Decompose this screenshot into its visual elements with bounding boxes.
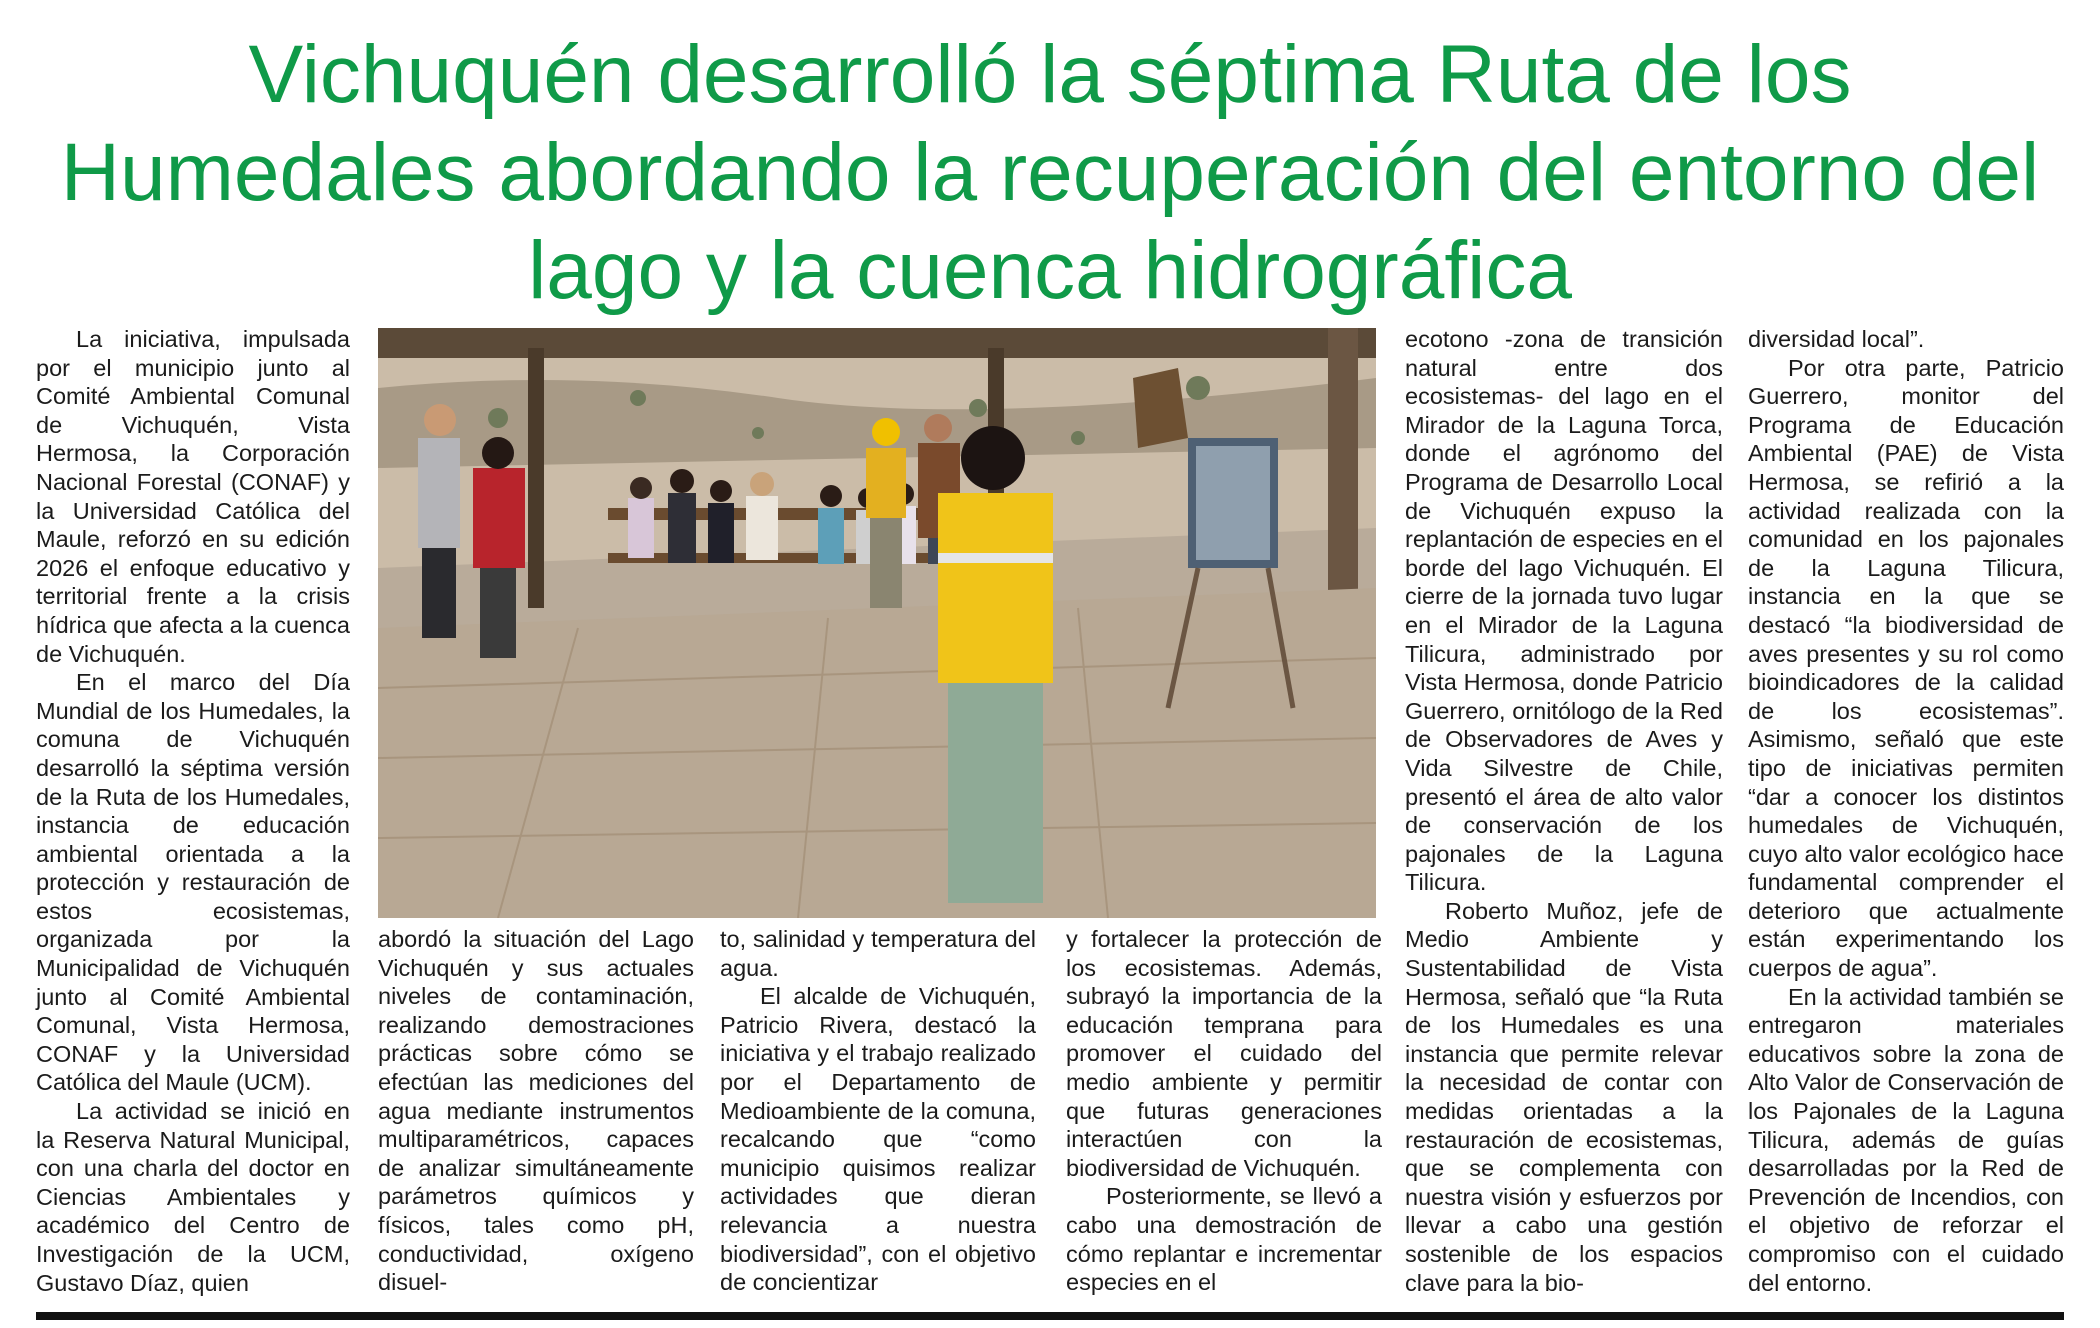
- paragraph: Roberto Muñoz, jefe de Medio Ambiente y Sustentabilidad de Vista Hermosa, señaló que “la Ruta de los Humedales es una instancia que permite relevar la necesidad de contar con medidas orientadas a la restauración de ecosistemas, que se complementa con nuestra visión y esfuerzos por llevar a cabo una gestión sostenible de los espacios clave para la bio-: [1405, 897, 1723, 1296]
- paragraph: En el marco del Día Mundial de los Humedales, la comuna de Vichuquén desarrolló la séptima versión de la Ruta de los Humedales, instancia de educación ambiental orientada a la protección y restauración de estos ecosistemas, organizada por la Municipalidad de Vichuquén junto al Comité Ambiental Comunal, Vista Hermosa, CONAF y la Universidad Católica del Maule (UCM).: [36, 669, 350, 1096]
- article-column-1: [36, 325, 350, 1297]
- paragraph: La actividad se inició en la Reserva Natural Municipal, con una charla del doctor en Ciencias Ambientales y académico del Centro de Investigación de la UCM, Gustavo Díaz, quien: [36, 1098, 350, 1296]
- headline: Vichuquén desarrolló la séptima Ruta de los Humedales abordando la recuperación del entorno del lago y la cuenca hidrográfica: [60, 29, 2040, 316]
- paragraph: Por otra parte, Patricio Guerrero, monitor del Programa de Educación Ambiental (PAE) de Vista Hermosa, se refirió a la actividad realizada con la comunidad en los pajonales de la Laguna Tilicura, instancia en la que se destacó “la biodiversidad de aves presentes y su rol como bioindicadores de la calidad de los ecosistemas”. Asimismo, señaló que este tipo de iniciativas permiten “dar a conocer los distintos humedales de Vichuquén, cuyo alto valor ecológico hace fundamental comprender el deterioro que actualmente están experimentando los cuerpos de agua”.: [1748, 354, 2064, 982]
- paragraph: abordó la situación del Lago Vichuquén y sus actuales niveles de contaminación, realizando demostraciones prácticas sobre cómo se efectúan las mediciones del agua mediante instrumentos multiparamétricos, capaces de analizar simultáneamente parámetros químicos y físicos, tales como pH, conductividad, oxígeno disuel-: [378, 926, 694, 1296]
- paragraph: to, salinidad y temperatura del agua.: [720, 926, 1036, 981]
- paragraph: El alcalde de Vichuquén, Patricio Rivera, destacó la iniciativa y el trabajo realizado por el Departamento de Medioambiente de la comuna, recalcando que “como municipio quisimos realizar actividades que dieran relevancia a nuestra biodiversidad”, con el objetivo de concientizar: [720, 983, 1036, 1296]
- paragraph: Posteriormente, se llevó a cabo una demostración de cómo replantar e incrementar especies en el: [1066, 1183, 1382, 1296]
- article-column-6: [1748, 325, 2064, 1297]
- paragraph: y fortalecer la protección de los ecosistemas. Además, subrayó la importancia de la educación temprana para promover el cuidado del medio ambiente y permitir que futuras generaciones interactúen con la biodiversidad de Vichuquén.: [1066, 926, 1382, 1181]
- paragraph: En la actividad también se entregaron materiales educativos sobre la zona de Alto Valor de Conservación de los Pajonales de la Laguna Tilicura, además de guías desarrolladas por la Red de Prevención de Incendios, con el objetivo de reforzar el compromiso con el cuidado del entorno.: [1748, 983, 2064, 1296]
- paragraph: ecotono -zona de transición natural entre dos ecosistemas- del lago en el Mirador de la Laguna Torca, donde el agrónomo del Programa de Desarrollo Local de Vichuquén expuso la replantación de especies en el borde del lago Vichuquén. El cierre de la jornada tuvo lugar en el Mirador de la Laguna Tilicura, administrado por Vista Hermosa, donde Patricio Guerrero, ornitólogo de la Red de Observadores de Aves y Vida Silvestre de Chile, presentó el área de alto valor de conservación de los pajonales de la Laguna Tilicura.: [1405, 326, 1723, 896]
- photo-illustration: [378, 328, 1376, 918]
- paragraph: La iniciativa, impulsada por el municipio junto al Comité Ambiental Comunal de Vichuquén, Vista Hermosa, la Corporación Nacional Forestal (CONAF) y la Universidad Católica del Maule, reforzó en su edición 2026 el enfoque educativo y territorial frente a la crisis hídrica que afecta a la cuenca de Vichuquén.: [36, 326, 350, 667]
- article-column-4: [1066, 925, 1382, 1297]
- article-photo: [378, 328, 1376, 918]
- article-column-3: [720, 925, 1036, 1297]
- bottom-rule: [36, 1312, 2064, 1320]
- article-column-2: [378, 925, 694, 1297]
- paragraph: diversidad local”.: [1748, 326, 1925, 352]
- article-column-5: [1405, 325, 1723, 1297]
